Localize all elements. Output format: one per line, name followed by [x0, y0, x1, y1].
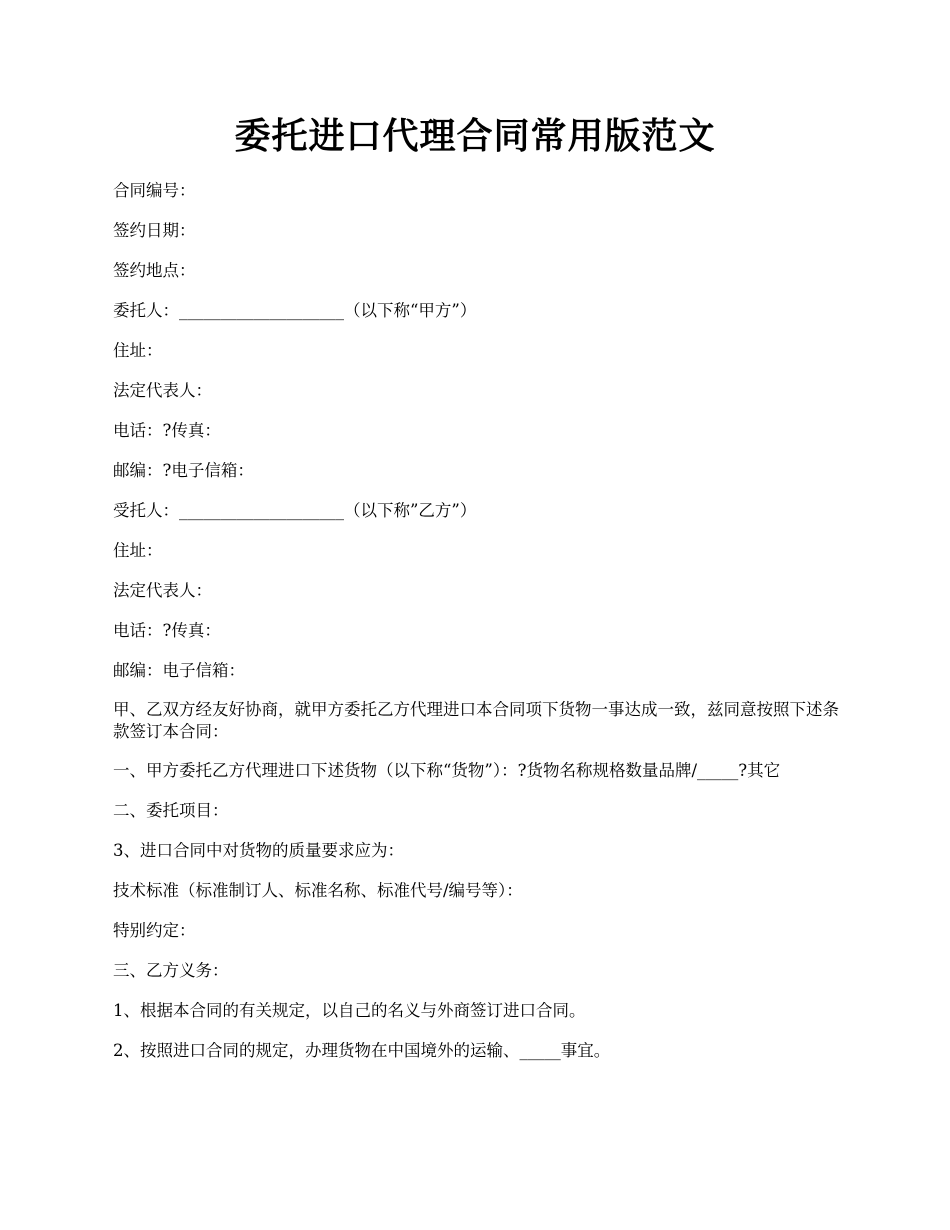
document-body: [113, 179, 841, 1079]
special-agreement-line: 特别约定：: [113, 921, 196, 940]
obligation-1-line: 1、根据本合同的有关规定，以自己的名义与外商签订进口合同。: [113, 1001, 586, 1020]
signing-date-line: 签约日期：: [113, 221, 196, 240]
agent-line: 受托人：____________________（以下称”乙方”）: [113, 501, 477, 520]
agent-representative-line: 法定代表人：: [113, 581, 212, 600]
preamble-paragraph: 甲、乙双方经友好协商，就甲方委托乙方代理进口本合同项下货物一事达成一致，兹同意按照下述条款签订本合同：: [113, 700, 839, 741]
agent-postcode-email-line: 邮编：电子信箱：: [113, 661, 245, 680]
agent-address-line: 住址：: [113, 541, 163, 560]
agent-phone-fax-line: 电话：?传真：: [113, 621, 221, 640]
clause-2-heading: 二、委托项目：: [113, 801, 229, 820]
quality-requirement-line: 3、进口合同中对货物的质量要求应为：: [113, 841, 404, 860]
document-title: 委托进口代理合同常用版范文: [234, 115, 716, 157]
technical-standard-line: 技术标准（标准制订人、标准名称、标准代号/编号等）：: [113, 881, 523, 900]
principal-postcode-email-line: 邮编：?电子信箱：: [113, 461, 254, 480]
principal-address-line: 住址：: [113, 341, 163, 360]
signing-place-line: 签约地点：: [113, 261, 196, 280]
principal-phone-fax-line: 电话：?传真：: [113, 421, 221, 440]
contract-number-line: 合同编号：: [113, 181, 196, 200]
obligation-2-line: 2、按照进口合同的规定，办理货物在中国境外的运输、_____事宜。: [113, 1041, 611, 1060]
principal-representative-line: 法定代表人：: [113, 381, 212, 400]
clause-1-paragraph: 一、甲方委托乙方代理进口下述货物（以下称“货物”）：?货物名称规格数量品牌/_____?其它: [113, 761, 781, 780]
principal-line: 委托人：____________________（以下称“甲方”）: [113, 301, 477, 320]
clause-3-heading: 三、乙方义务：: [113, 961, 229, 980]
